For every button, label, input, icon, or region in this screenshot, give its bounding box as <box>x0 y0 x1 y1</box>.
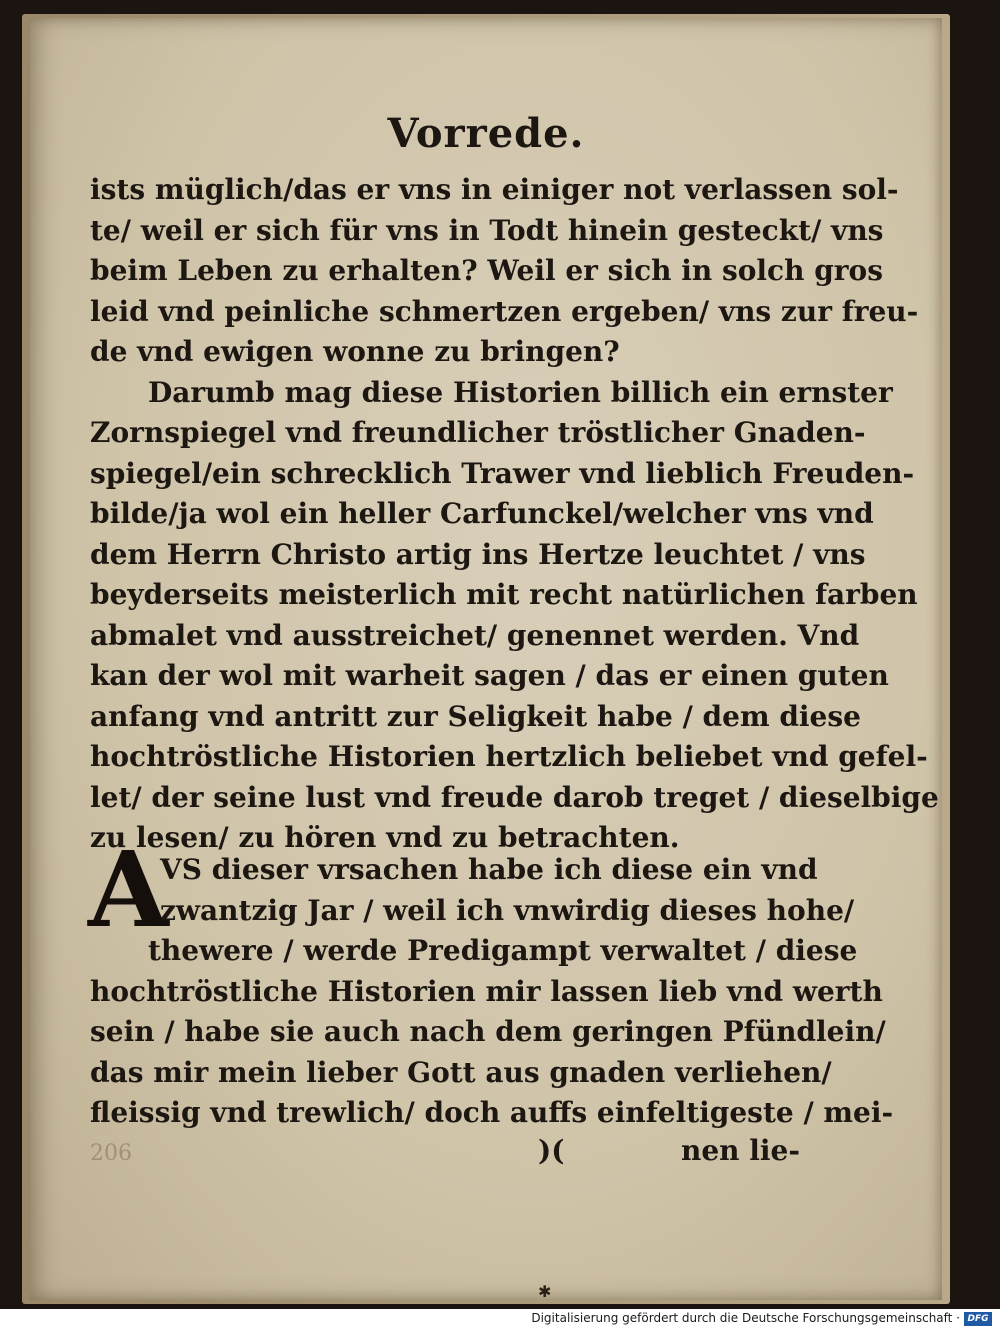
paragraph-3 <box>90 850 894 1134</box>
text-line: bilde/ja wol ein heller Carfunckel/welcher vns vnd <box>90 497 874 530</box>
dfg-logo-icon: DFG <box>964 1312 992 1326</box>
catchword: nen lie- <box>681 1134 800 1167</box>
text-line: zu lesen/ zu hören vnd zu betrachten. <box>90 821 680 854</box>
text-line: Zornspiegel vnd freundlicher tröstlicher Gnaden- <box>90 416 866 449</box>
ornament-icon: ✱ <box>538 1282 552 1301</box>
text-line: let/ der seine lust vnd freude darob treget / dieselbige <box>90 780 939 814</box>
credit-bar <box>0 1309 1000 1329</box>
text-line: abmalet vnd ausstreichet/ genennet werden. Vnd <box>90 618 860 652</box>
text-line: dem Herrn Christo artig ins Hertze leuchtet / vns <box>90 537 866 571</box>
text-line: ists müglich/das er vns in einiger not verlassen sol- <box>90 173 899 206</box>
text-line: te/ weil er sich für vns in Todt hinein gesteckt/ vns <box>90 213 884 247</box>
page-heading: Vorrede. <box>387 110 585 157</box>
text-line: sein / habe sie auch nach dem geringen Pfündlein/ <box>90 1015 886 1048</box>
book-page <box>30 18 942 1300</box>
faint-page-number: 206 <box>90 1141 132 1166</box>
funding-credit: Digitalisierung gefördert durch die Deutsche Forschungsgemeinschaft · <box>531 1311 960 1325</box>
text-line: fleissig vnd trewlich/ doch auffs einfeltigeste / mei- <box>90 1096 894 1129</box>
text-line: kan der wol mit warheit sagen / das er einen guten <box>90 659 889 692</box>
text-line: das mir mein lieber Gott aus gnaden verliehen/ <box>90 1055 832 1089</box>
text-line: leid vnd peinliche schmertzen ergeben/ vns zur freu- <box>90 294 919 328</box>
text-line: thewere / werde Predigampt verwaltet / diese <box>148 934 858 967</box>
text-line: zwantzig Jar / weil ich vnwirdig dieses hohe/ <box>160 893 855 927</box>
text-line: beyderseits meisterlich mit recht natürlichen farben <box>90 578 918 611</box>
text-line: VS dieser vrsachen habe ich diese ein vnd <box>160 853 818 886</box>
catchword-row <box>90 1131 800 1171</box>
text-line: Darumb mag diese Historien billich ein ernster <box>148 375 893 409</box>
text-line: hochtröstliche Historien mir lassen lieb vnd werth <box>90 974 883 1008</box>
text-line: hochtröstliche Historien hertzlich beliebet vnd gefel- <box>90 740 928 773</box>
paragraph-1 <box>90 170 939 859</box>
text-line: de vnd ewigen wonne zu bringen? <box>90 335 620 368</box>
signature-mark: )( <box>538 1134 565 1167</box>
text-line: spiegel/ein schrecklich Trawer vnd lieblich Freuden- <box>90 456 915 490</box>
drop-cap-initial: A <box>88 828 169 951</box>
text-line: anfang vnd antritt zur Seligkeit habe / dem diese <box>90 699 861 733</box>
text-line: beim Leben zu erhalten? Weil er sich in solch gros <box>90 254 883 287</box>
